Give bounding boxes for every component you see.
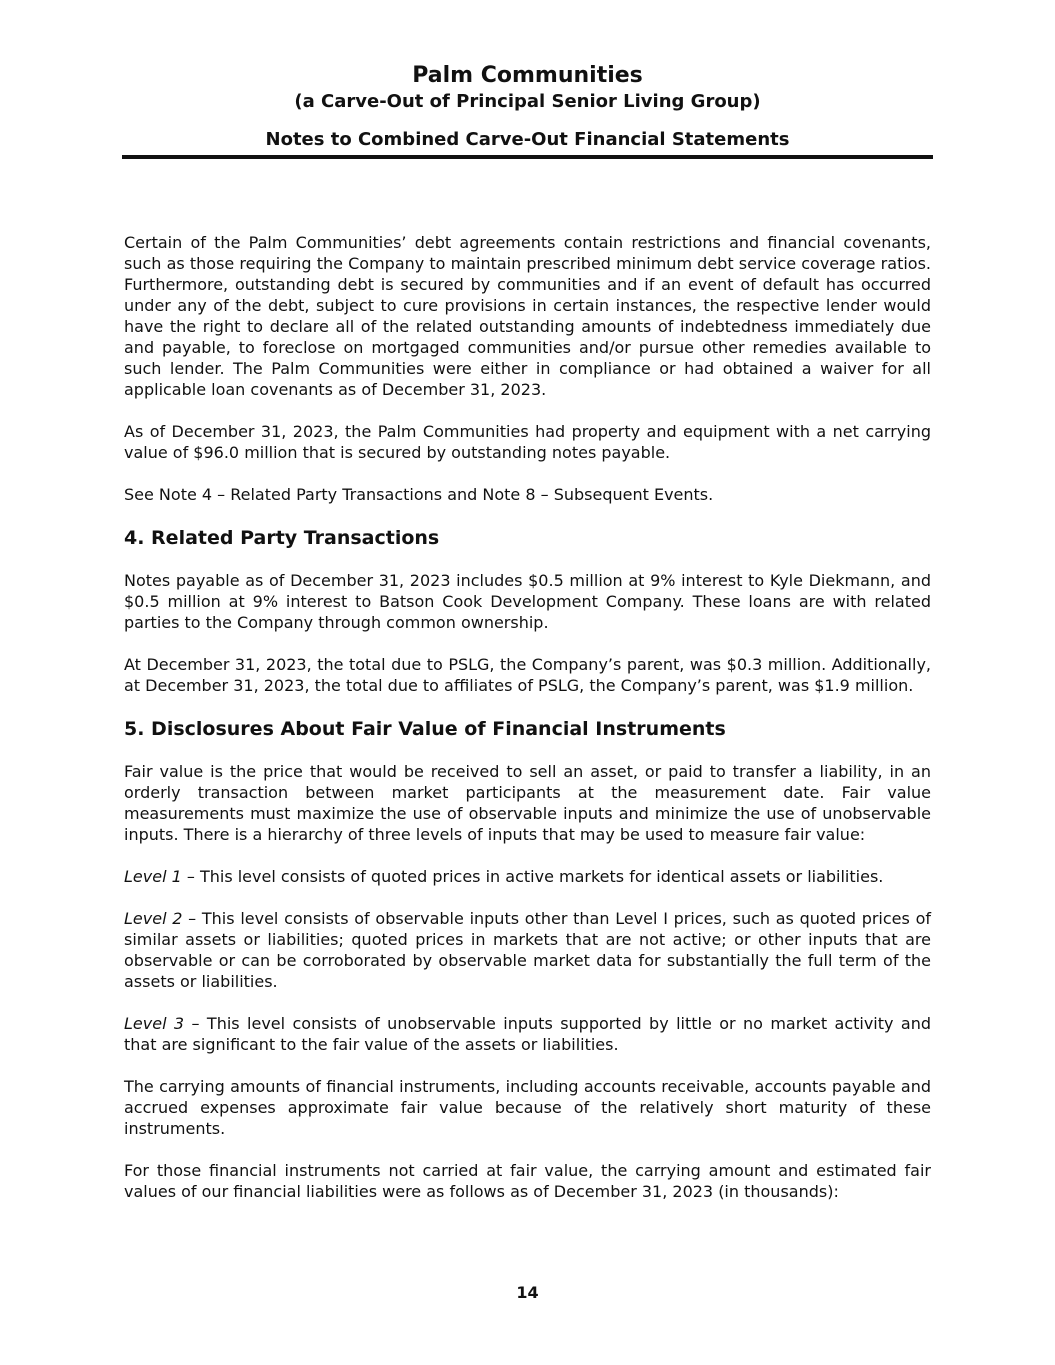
property-equipment-paragraph: As of December 31, 2023, the Palm Communities had property and equipment with a net carrying value of $96.0 million that is secured by outstanding notes payable.: [124, 422, 931, 462]
related-party-notes-paragraph: Notes payable as of December 31, 2023 includes $0.5 million at 9% interest to Kyle Diekmann, and $0.5 million at 9% interest to Batson Cook Development Company. These loans are with related parties to the Company through common ownership.: [124, 571, 931, 632]
not-carried-paragraph: For those financial instruments not carried at fair value, the carrying amount and estimated fair values of our financial liabilities were as follows as of December 31, 2023 (in thousands):: [124, 1161, 931, 1201]
page-header: [122, 62, 933, 152]
level-3-text: – This level consists of unobservable inputs supported by little or no market activity and that are significant to the fair value of the assets or liabilities.: [124, 1014, 931, 1054]
see-note-paragraph: See Note 4 – Related Party Transactions and Note 8 – Subsequent Events.: [124, 485, 714, 504]
notes-title: Notes to Combined Carve-Out Financial Statements: [265, 129, 790, 150]
level-1-label: Level 1: [124, 867, 182, 886]
level-3-label: Level 3: [124, 1014, 185, 1033]
debt-covenants-paragraph: Certain of the Palm Communities’ debt agreements contain restrictions and financial covenants, such as those requiring the Company to maintain prescribed minimum debt service coverage ratios. Furthermore, outstanding debt is secured by communities and if an event of default has occurred under any of the debt, subject to cure provisions in certain instances, the respective lender would have the right to declare all of the related outstanding amounts of indebtedness immediately due and payable, to foreclose on mortgaged communities and/or pursue other remedies available to such lender. The Palm Communities were either in compliance or had obtained a waiver for all applicable loan covenants as of December 31, 2023.: [124, 233, 931, 399]
section-5-heading: 5. Disclosures About Fair Value of Financial Instruments: [124, 718, 726, 740]
document-body: [124, 232, 931, 1223]
section-4-heading: 4. Related Party Transactions: [124, 527, 440, 549]
level-1-paragraph: [124, 866, 931, 887]
header-rule: [122, 155, 933, 159]
level-2-text: – This level consists of observable inputs other than Level I prices, such as quoted prices of similar assets or liabilities; quoted prices in markets that are not active; or other inputs that are observable or can be corroborated by observable market data for substantially the full term of the assets or liabilities.: [124, 909, 932, 991]
level-2-label: Level 2: [124, 909, 183, 928]
company-subtitle: (a Carve-Out of Principal Senior Living Group): [294, 91, 761, 112]
company-title: Palm Communities: [412, 63, 643, 88]
carrying-amounts-paragraph: The carrying amounts of financial instruments, including accounts receivable, accounts payable and accrued expenses approximate fair value because of the relatively short maturity of these instruments.: [124, 1077, 931, 1138]
level-2-paragraph: [124, 908, 931, 992]
page-number: 14: [516, 1283, 539, 1302]
due-to-pslg-paragraph: At December 31, 2023, the total due to PSLG, the Company’s parent, was $0.3 million. Additionally, at December 31, 2023, the total due to affiliates of PSLG, the Company’s parent, was $1.9 million.: [124, 655, 931, 695]
fair-value-intro-paragraph: Fair value is the price that would be received to sell an asset, or paid to transfer a liability, in an orderly transaction between market participants at the measurement date. Fair value measurements must maximize the use of observable inputs and minimize the use of unobservable inputs. There is a hierarchy of three levels of inputs that may be used to measure fair value:: [124, 762, 931, 844]
level-3-paragraph: [124, 1013, 931, 1055]
level-1-text: – This level consists of quoted prices in active markets for identical assets or liabilities.: [181, 867, 884, 886]
